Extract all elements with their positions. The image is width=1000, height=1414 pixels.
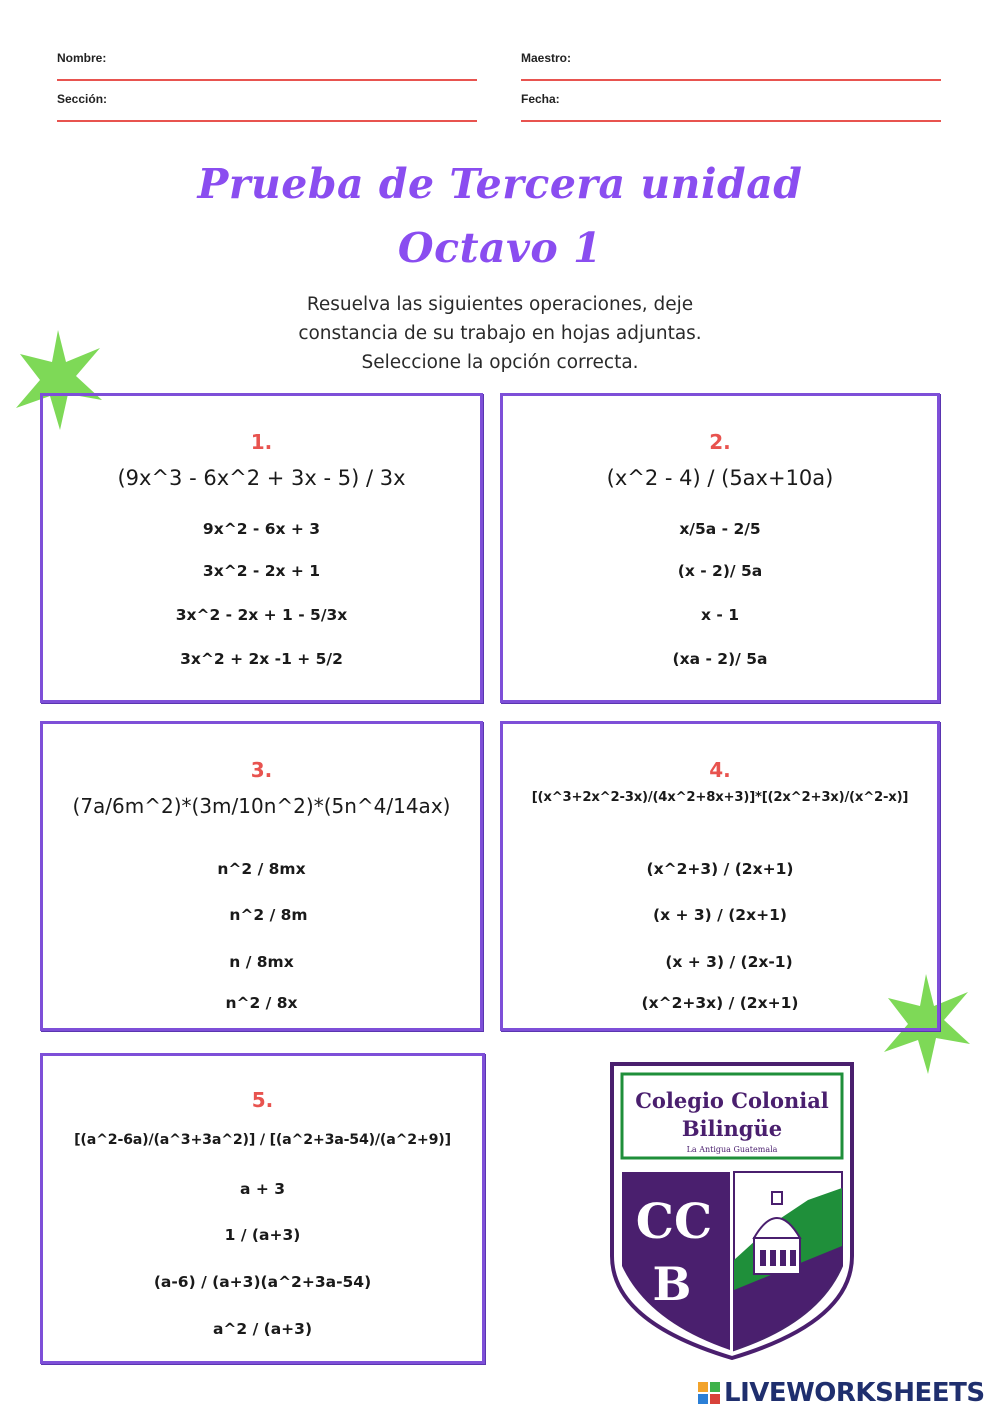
seccion-label: Sección: xyxy=(57,92,108,106)
fecha-field[interactable] xyxy=(521,86,941,122)
liveworksheets-watermark xyxy=(698,1378,985,1408)
question-number: 3. xyxy=(250,758,273,782)
answer-option[interactable]: n^2 / 8m xyxy=(229,906,308,924)
answer-option[interactable]: (x - 2)/ 5a xyxy=(677,562,763,580)
question-expression: [(a^2-6a)/(a^3+3a^2)] / [(a^2+3a-54)/(a^2+9)] xyxy=(74,1132,451,1148)
question-expression: (7a/6m^2)*(3m/10n^2)*(5n^4/14ax) xyxy=(72,794,451,818)
school-crest-logo xyxy=(608,1060,856,1360)
nombre-field[interactable] xyxy=(57,45,477,81)
logo-monogram-top: CC xyxy=(635,1194,713,1250)
seccion-field[interactable] xyxy=(57,86,477,122)
fecha-label: Fecha: xyxy=(521,92,560,106)
question-number: 5. xyxy=(251,1088,274,1112)
answer-option[interactable]: (x^2+3) / (2x+1) xyxy=(646,860,794,878)
page-title: Prueba de Tercera unidad xyxy=(197,160,803,208)
question-1-card xyxy=(40,393,483,703)
liveworksheets-badge-icon xyxy=(698,1382,720,1404)
answer-option[interactable]: (x^2+3x) / (2x+1) xyxy=(641,994,799,1012)
question-expression: [(x^3+2x^2-3x)/(4x^2+8x+3)]*[(2x^2+3x)/(x^2-x)] xyxy=(531,790,909,805)
answer-option[interactable]: x/5a - 2/5 xyxy=(679,520,761,538)
question-4-card xyxy=(500,721,940,1031)
nombre-label: Nombre: xyxy=(57,51,107,65)
answer-option[interactable]: 1 / (a+3) xyxy=(224,1226,301,1244)
liveworksheets-text: LIVEWORKSHEETS xyxy=(724,1378,985,1408)
answer-option[interactable]: a + 3 xyxy=(239,1180,286,1198)
answer-option[interactable]: (x + 3) / (2x-1) xyxy=(665,953,793,971)
maestro-field[interactable] xyxy=(521,45,941,81)
seccion-line xyxy=(57,120,477,122)
maestro-line xyxy=(521,79,941,81)
maestro-label: Maestro: xyxy=(521,51,572,65)
question-number: 1. xyxy=(250,430,273,454)
answer-option[interactable]: 9x^2 - 6x + 3 xyxy=(202,520,321,538)
question-5-card xyxy=(40,1053,485,1364)
instructions-line-2: constancia de su trabajo en hojas adjuntas. xyxy=(298,323,702,344)
logo-location: La Antigua Guatemala xyxy=(686,1145,778,1154)
question-expression: (9x^3 - 6x^2 + 3x - 5) / 3x xyxy=(117,466,406,490)
question-3-card xyxy=(40,721,483,1031)
answer-option[interactable]: a^2 / (a+3) xyxy=(212,1320,313,1338)
answer-option[interactable]: n^2 / 8mx xyxy=(217,860,306,878)
logo-name-line-2: Bilingüe xyxy=(681,1116,783,1141)
question-number: 4. xyxy=(709,758,731,782)
answer-option[interactable]: (x + 3) / (2x+1) xyxy=(653,906,787,924)
answer-option[interactable]: (xa - 2)/ 5a xyxy=(672,650,768,668)
question-2-card xyxy=(500,393,940,703)
instructions-line-3: Seleccione la opción correcta. xyxy=(361,352,639,373)
logo-name-line-1: Colegio Colonial xyxy=(635,1088,829,1113)
answer-option[interactable]: (a-6) / (a+3)(a^2+3a-54) xyxy=(153,1273,372,1291)
page-subtitle: Octavo 1 xyxy=(397,224,603,272)
instructions-line-1: Resuelva las siguientes operaciones, deje xyxy=(306,294,694,315)
answer-option[interactable]: n / 8mx xyxy=(229,953,294,971)
instructions xyxy=(250,290,750,377)
answer-option[interactable]: 3x^2 + 2x -1 + 5/2 xyxy=(180,650,343,668)
question-number: 2. xyxy=(709,430,731,454)
answer-option[interactable]: x - 1 xyxy=(700,606,739,624)
answer-option[interactable]: 3x^2 - 2x + 1 - 5/3x xyxy=(175,606,348,624)
logo-monogram-bottom: B xyxy=(652,1257,692,1311)
answer-option[interactable]: 3x^2 - 2x + 1 xyxy=(202,562,321,580)
question-expression: (x^2 - 4) / (5ax+10a) xyxy=(606,466,834,490)
answer-option[interactable]: n^2 / 8x xyxy=(225,994,298,1012)
fecha-line xyxy=(521,120,941,122)
nombre-line xyxy=(57,79,477,81)
